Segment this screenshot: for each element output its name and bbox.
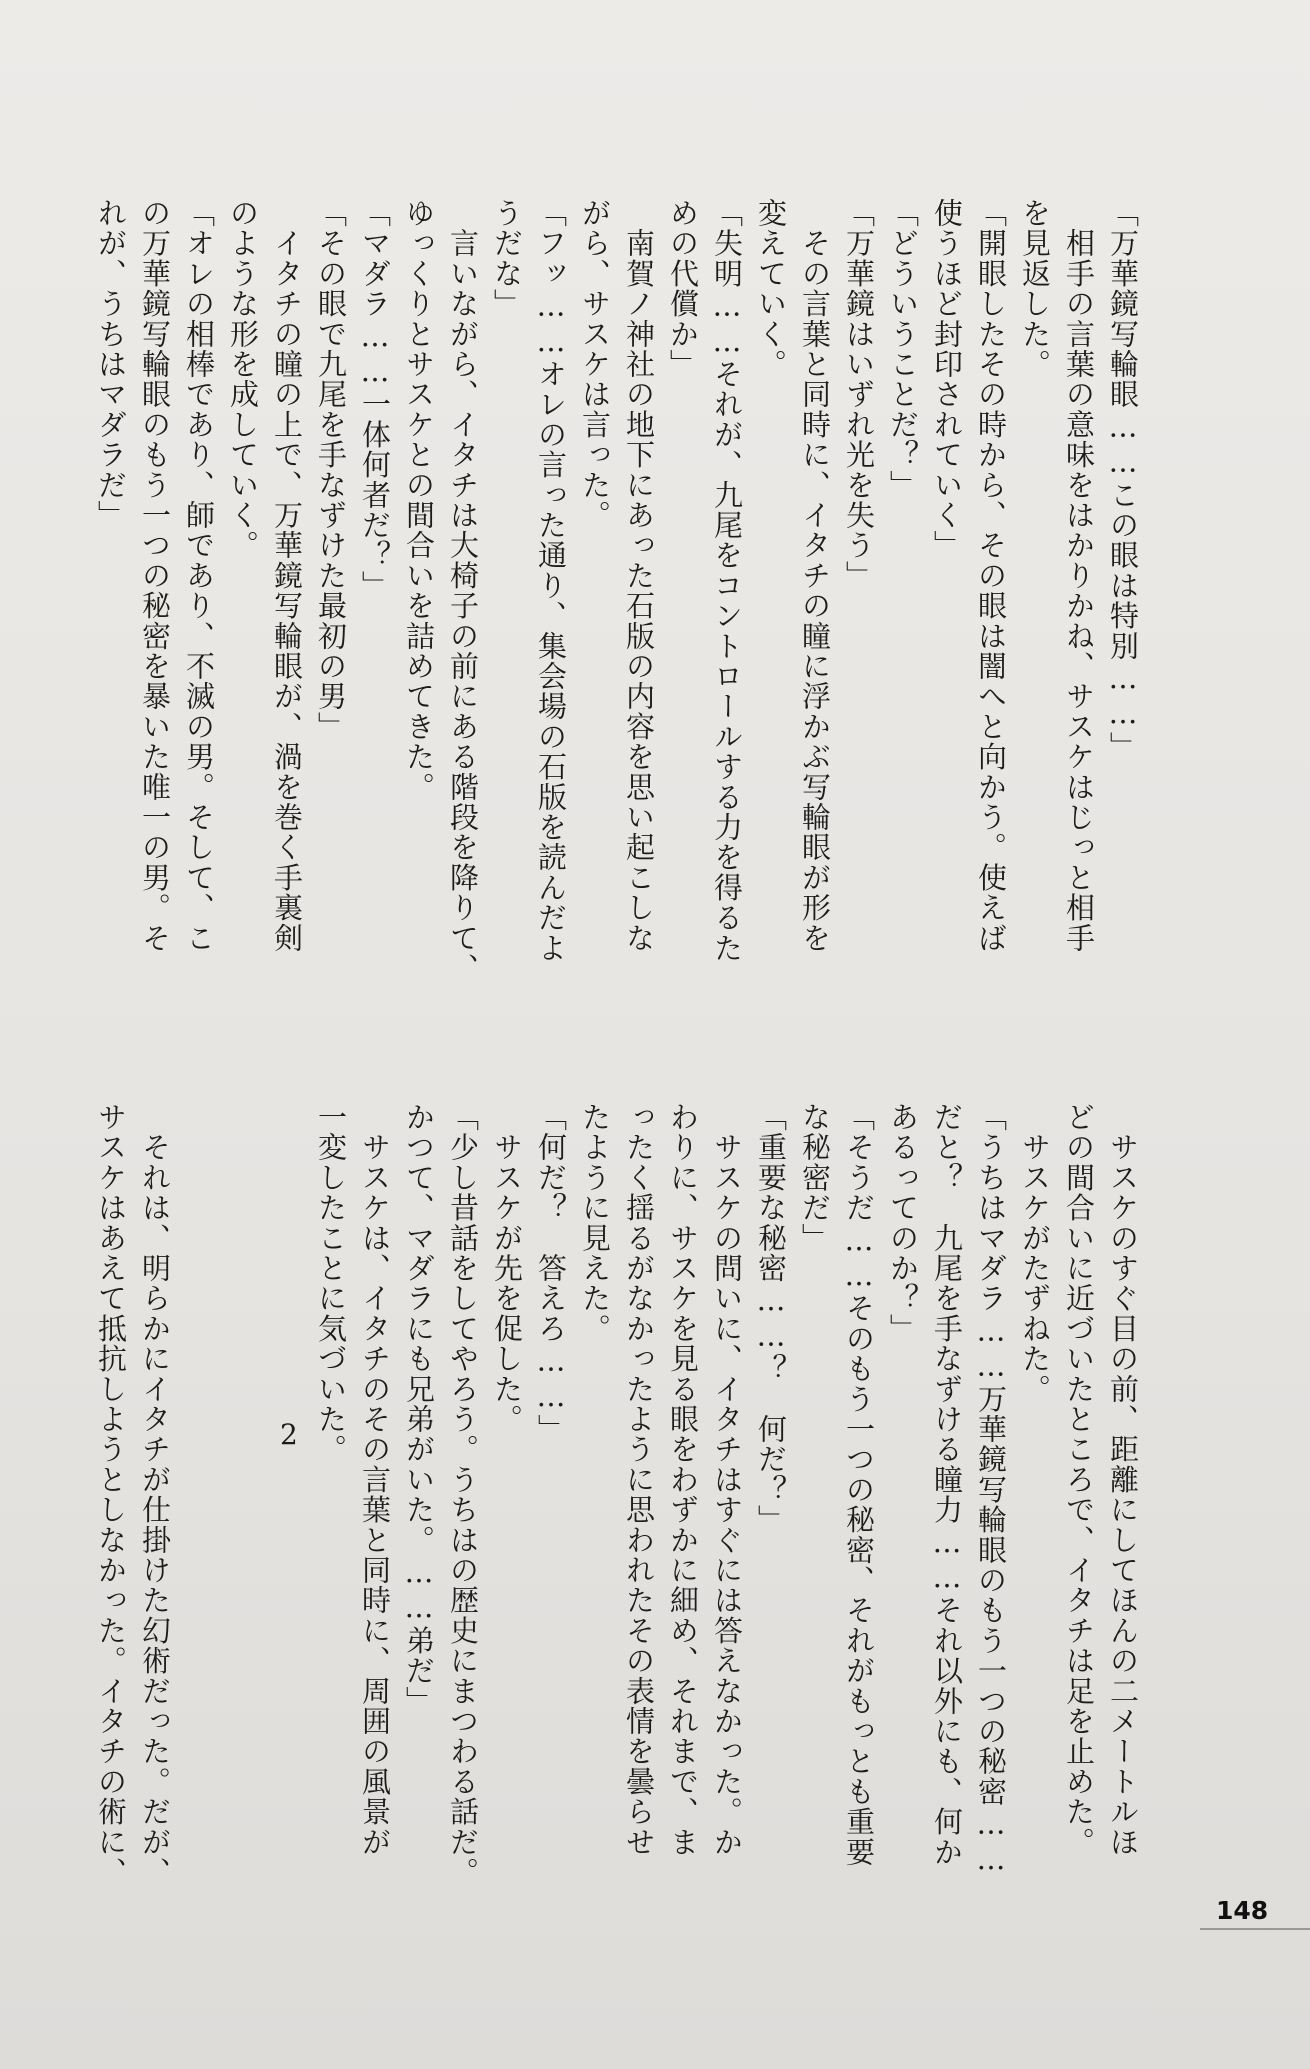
- text-line: サスケは、イタチのその言葉と同時に、周囲の風景が: [358, 1102, 392, 1857]
- text-line: かつて、マダラにも兄弟がいた。……弟だ」: [402, 1102, 436, 1716]
- text-line: れが、うちはマダラだ」: [94, 198, 128, 531]
- text-line: サスケはあえて抵抗しようとしなかった。イタチの術に、: [94, 1102, 128, 1888]
- text-line: [221, 1102, 265, 1842]
- text-line: 「万華鏡はいずれ光を失う」: [842, 198, 876, 591]
- text-line: な秘密だ」: [798, 1102, 832, 1253]
- text-line: 「万華鏡写輪眼……この眼は特別……」: [1106, 198, 1140, 762]
- text-line: 「オレの相棒であり、師であり、不滅の男。そして、こ: [182, 198, 216, 953]
- text-line: 「失明……それが、九尾をコントロールする力を得るた: [710, 198, 744, 963]
- text-line: サスケが先を促した。: [490, 1102, 524, 1435]
- text-line: 「フッ……オレの言った通り、集会場の石版を読んだよ: [534, 198, 568, 963]
- text-line: それは、明らかにイタチが仕掛けた幻術だった。だが、: [138, 1102, 172, 1888]
- text-line: 「重要な秘密……？ 何だ？」: [754, 1102, 788, 1535]
- text-line: めの代償か」: [666, 198, 700, 380]
- text-line: 一変したことに気づいた。: [314, 1102, 348, 1465]
- text-line: 「そうだ……そのもう一つの秘密、それがもっとも重要: [842, 1102, 876, 1867]
- lower-text-block: [89, 1102, 1145, 1888]
- section-number: 2: [280, 1418, 298, 1451]
- text-line: [265, 1102, 309, 1842]
- text-line: たように見えた。: [578, 1102, 612, 1344]
- text-line: うだな」: [490, 198, 524, 319]
- text-line: 言いながら、イタチは大椅子の前にある階段を降りて、: [446, 198, 480, 984]
- text-line: その言葉と同時に、イタチの瞳に浮かぶ写輪眼が形を: [798, 198, 832, 953]
- text-line: の万華鏡写輪眼のもう一つの秘密を暴いた唯一の男。そ: [138, 198, 172, 953]
- text-line: ったく揺るがなかったように思われたその表情を曇らせ: [622, 1102, 656, 1857]
- text-line: 相手の言葉の意味をはかりかね、サスケはじっと相手: [1062, 198, 1096, 953]
- text-line: だと？ 九尾を手なずける瞳力……それ以外にも、何か: [930, 1102, 964, 1867]
- text-line: 「うちはマダラ……万華鏡写輪眼のもう一つの秘密……: [974, 1102, 1008, 1877]
- text-line: あるってのか？」: [886, 1102, 920, 1344]
- text-line: を見返した。: [1018, 198, 1052, 380]
- text-line: サスケがたずねた。: [1018, 1102, 1052, 1404]
- text-line: 「何だ？ 答えろ……」: [534, 1102, 568, 1445]
- page-edge-rule: [1200, 1928, 1310, 1930]
- text-line: 「その眼で九尾を手なずけた最初の男」: [314, 198, 348, 742]
- text-line: 南賀ノ神社の地下にあった石版の内容を思い起こしな: [622, 198, 656, 953]
- text-line: サスケのすぐ目の前、距離にしてほんの二メートルほ: [1106, 1102, 1140, 1857]
- upper-text-block: [89, 198, 1145, 984]
- text-line: [177, 1102, 221, 1842]
- text-line: 「開眼したその時から、その眼は闇へと向かう。使えば: [974, 198, 1008, 953]
- text-line: のような形を成していく。: [226, 198, 260, 561]
- text-line: がら、サスケは言った。: [578, 198, 612, 531]
- page-number: 148: [1216, 1896, 1269, 1925]
- text-line: 使うほど封印されていく」: [930, 198, 964, 561]
- text-line: 「マダラ……一体何者だ？」: [358, 198, 392, 601]
- text-line: 変えていく。: [754, 198, 788, 380]
- text-line: ゆっくりとサスケとの間合いを詰めてきた。: [402, 198, 436, 802]
- text-line: 「少し昔話をしてやろう。うちはの歴史にまつわる話だ。: [446, 1102, 480, 1888]
- text-line: サスケの問いに、イタチはすぐには答えなかった。か: [710, 1102, 744, 1857]
- text-line: イタチの瞳の上で、万華鏡写輪眼が、渦を巻く手裏剣: [270, 198, 304, 953]
- text-line: わりに、サスケを見る眼をわずかに細め、それまで、ま: [666, 1102, 700, 1857]
- text-line: 「どういうことだ？」: [886, 198, 920, 500]
- text-line: どの間合いに近づいたところで、イタチは足を止めた。: [1062, 1102, 1096, 1857]
